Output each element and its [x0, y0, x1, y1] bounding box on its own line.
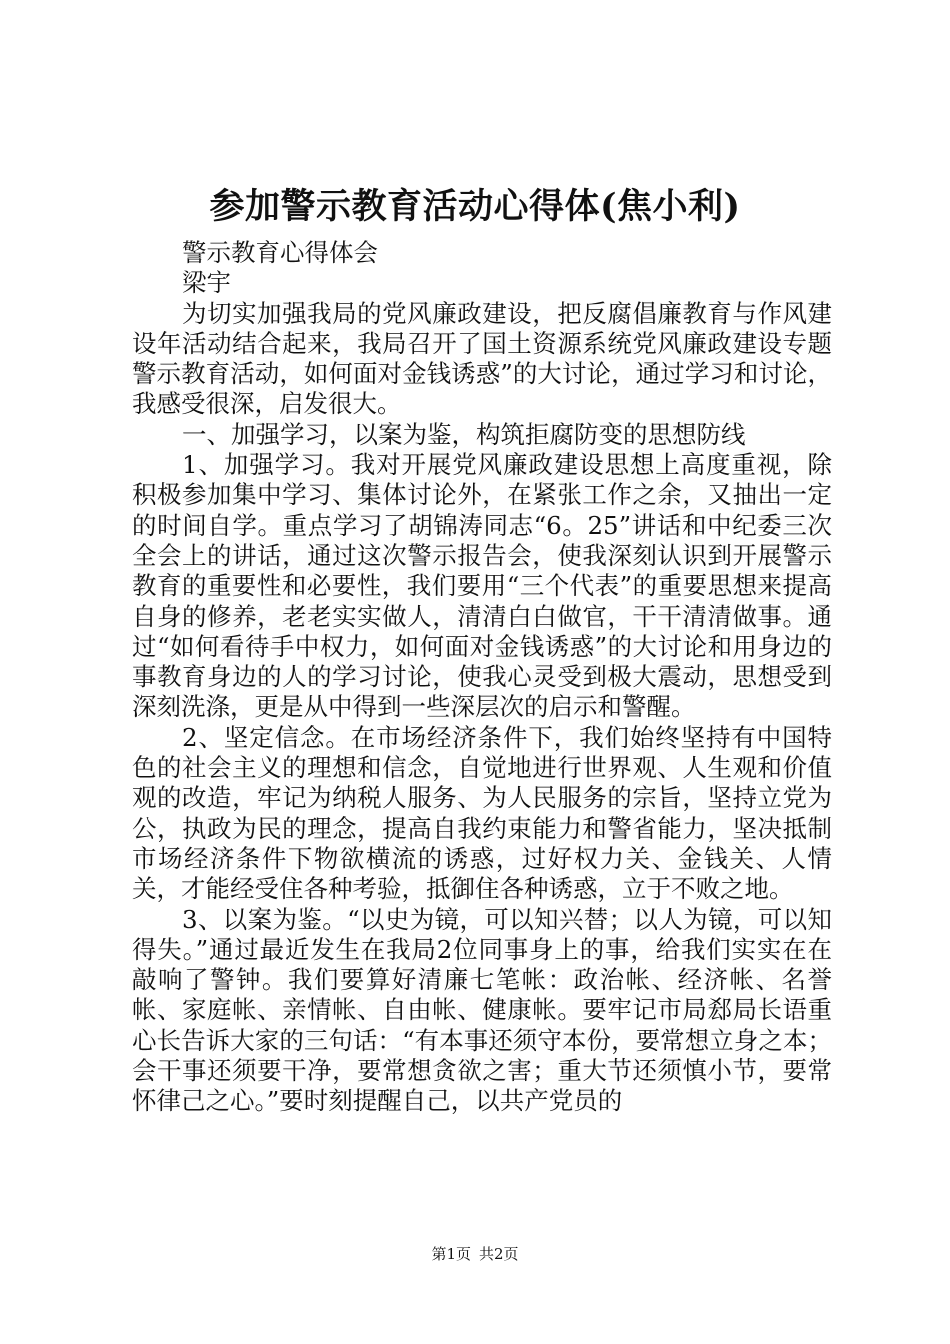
section-heading: 一、加强学习，以案为鉴，构筑拒腐防变的思想防线 [182, 419, 746, 449]
paragraph-intro: 为切实加强我局的党风廉政建设，把反腐倡廉教育与作风建设年活动结合起来，我局召开了国土资源系统党风廉政建设专题警示教育活动，如何面对金钱诱惑”的大讨论，通过学习和讨论，我感受很深，启发很大。 [132, 298, 832, 419]
document-title: 参加警示教育活动心得体(焦小利) [209, 186, 741, 227]
page-number: 第1页 [431, 1245, 471, 1263]
page-footer [0, 1244, 950, 1264]
paragraph-lesson: 3、以案为鉴。“以史为镜，可以知兴替；以人为镜，可以知得失。”通过最近发生在我局2位同事身上的事，给我们实实在在敲响了警钟。我们要算好清廉七笔帐：政治帐、经济帐、名誉帐、家庭帐、亲情帐、自由帐、健康帐。要牢记市局郄局长语重心长告诉大家的三句话：“有本事还须守本份，要常想立身之本；会干事还须要干净，要常想贪欲之害；重大节还须慎小节，要常怀律己之心。”要时刻提醒自己，以共产党员的 [132, 904, 832, 1116]
subtitle: 警示教育心得体会 [182, 238, 378, 267]
page-total: 共2页 [479, 1245, 519, 1263]
paragraph-study: 1、加强学习。我对开展党风廉政建设思想上高度重视，除积极参加集中学习、集体讨论外，在紧张工作之余，又抽出一定的时间自学。重点学习了胡锦涛同志“6。25”讲话和中纪委三次全会上的讲话，通过这次警示报告会，使我深刻认识到开展警示教育的重要性和必要性，我们要用“三个代表”的重要思想来提高自身的修养，老老实实做人，清清白白做官，干干清清做事。通过“如何看待手中权力，如何面对金钱诱惑”的大讨论和用身边的事教育身边的人的学习讨论，使我心灵受到极大震动，思想受到深刻洗涤，更是从中得到一些深层次的启示和警醒。 [132, 450, 832, 722]
author: 梁宇 [182, 268, 231, 298]
paragraph-belief: 2、坚定信念。在市场经济条件下，我们始终坚持有中国特色的社会主义的理想和信念，自觉地进行世界观、人生观和价值观的改造，牢记为纳税人服务、为人民服务的宗旨，坚持立党为公，执政为民的理念，提高自我约束能力和警省能力，坚决抵制市场经济条件下物欲横流的诱惑，过好权力关、金钱关、人情关，才能经受住各种考验，抵御住各种诱惑，立于不败之地。 [132, 722, 832, 904]
document-body [132, 238, 832, 1117]
